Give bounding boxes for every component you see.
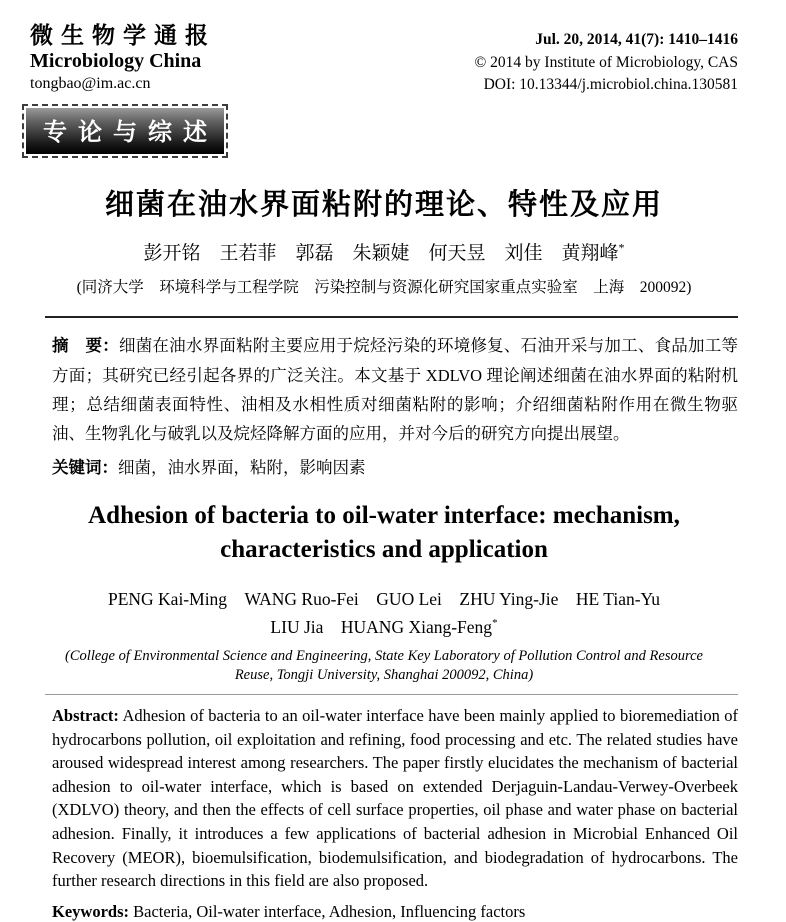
journal-name-chinese: 微生物学通报 xyxy=(30,22,216,49)
affiliation-chinese: (同济大学 环境科学与工程学院 污染控制与资源化研究国家重点实验室 上海 200092) xyxy=(76,278,692,296)
column-banner-label: 专论与综述 xyxy=(26,108,224,154)
doi-line: DOI: 10.13344/j.microbiol.china.130581 xyxy=(483,76,738,93)
keywords-label-english: Keywords: xyxy=(52,901,129,921)
corresponding-marker-english: * xyxy=(492,617,498,630)
masthead-left xyxy=(30,22,216,94)
title-english-line1: Adhesion of bacteria to oil-water interface: mechanism, xyxy=(88,501,680,529)
section-divider-thin xyxy=(45,694,738,695)
abstract-label-chinese: 摘 要： xyxy=(52,336,119,355)
keywords-english xyxy=(52,902,738,922)
corresponding-marker: * xyxy=(618,240,625,255)
masthead-right xyxy=(475,22,739,97)
affiliation-english xyxy=(30,647,738,685)
author-list-english-line1: PENG Kai-Ming WANG Ruo-Fei GUO Lei ZHU Ying-Jie HE Tian-Yu xyxy=(107,589,661,610)
affiliation-english-line1: (College of Environmental Science and Engineering, State Key Laboratory of Pollution Control and Resource xyxy=(65,648,703,665)
abstract-text-english: Adhesion of bacteria to an oil-water interface have been mainly applied to bioremediation of hydrocarbons pollution, oil exploitation and refining, food processing and etc. The related studies have aroused widespread interest among researchers. The paper firstly elucidates the mechanism of bacterial adhesion to oil-water interface, which is based on extended Derjaguin-Landau-Verwey-Overbeek (XDLVO) theory, and then the effects of cell surface properties, oil phase and water phase on bacterial adhesion. Finally, it introduces a few applications of bacterial adhesion in Microbial Enhanced Oil Recovery (MEOR), bioemulsification, biodemulsification, and biodegradation of hydrocarbons. The further research directions in this field are also proposed. xyxy=(52,706,739,891)
abstract-text-chinese: 细菌在油水界面粘附主要应用于烷烃污染的环境修复、石油开采与加工、食品加工等方面；其研究已经引起各界的广泛关注。本文基于 XDLVO 理论阐述细菌在油水界面的粘附机理；总结细菌表面特性、油相及水相性质对细菌粘附的影响；介绍细菌粘附作用在微生物驱油、生物乳化与破乳以及烷烃降解方面的应用，并对今后的研究方向提出展望。 xyxy=(52,335,739,443)
title-english-line2: characteristics and application xyxy=(220,535,548,563)
keywords-text-chinese: 细菌，油水界面，粘附，影响因素 xyxy=(118,457,366,477)
affiliation-english-line2: Reuse, Tongji University, Shanghai 200092, China) xyxy=(234,667,534,684)
column-banner xyxy=(22,104,228,158)
journal-name-english: Microbiology China xyxy=(30,50,202,73)
abstract-english xyxy=(52,704,738,893)
abstract-label-english: Abstract: xyxy=(52,706,119,726)
authors-chinese xyxy=(30,238,738,265)
journal-email: tongbao@im.ac.cn xyxy=(30,74,151,92)
authors-english xyxy=(30,587,738,639)
keywords-text-english: Bacteria, Oil-water interface, Adhesion, Influencing factors xyxy=(133,901,526,921)
abstract-chinese xyxy=(52,331,738,448)
copyright-line: © 2014 by Institute of Microbiology, CAS xyxy=(474,53,738,71)
keywords-chinese xyxy=(52,453,738,483)
issue-info: Jul. 20, 2014, 41(7): 1410–1416 xyxy=(535,31,738,48)
corresponding-author-chinese: 黄翔峰* xyxy=(561,240,625,264)
author-list-english-line2: LIU Jia HUANG Xiang-Feng* xyxy=(270,617,498,638)
masthead xyxy=(30,22,738,97)
article-title-english xyxy=(30,499,738,567)
author-list-chinese: 彭开铭 王若菲 郭磊 朱颖婕 何天昱 刘佳 xyxy=(143,242,562,264)
keywords-label-chinese: 关键词： xyxy=(52,458,118,477)
article-title-chinese: 细菌在油水界面粘附的理论、特性及应用 xyxy=(104,188,663,221)
section-divider-heavy xyxy=(45,316,738,318)
